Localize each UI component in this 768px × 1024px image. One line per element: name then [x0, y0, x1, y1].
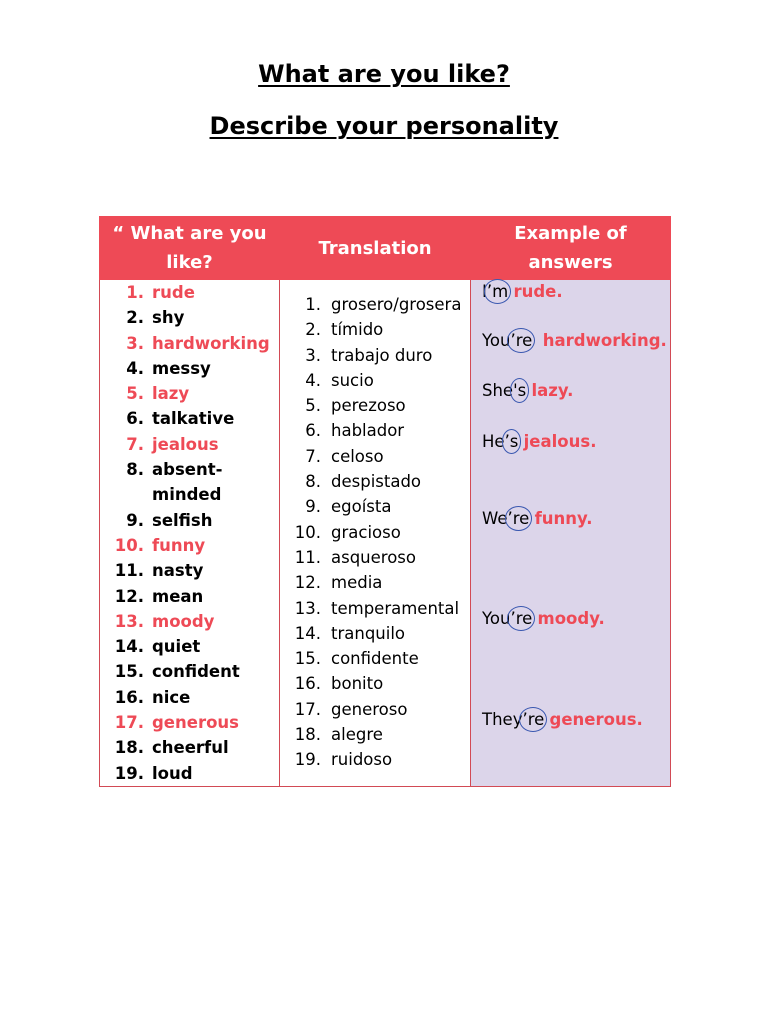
english-item: [100, 432, 279, 457]
spanish-word: celoso: [331, 446, 384, 466]
translation-item: [280, 621, 470, 646]
spanish-word: sucio: [331, 370, 374, 390]
spanish-word: generoso: [331, 699, 408, 719]
example-sentence: [482, 381, 573, 400]
english-word: messy: [152, 358, 211, 378]
english-item: [100, 381, 279, 406]
item-number: 5.: [126, 384, 144, 404]
english-word: talkative: [152, 409, 235, 429]
english-item: [100, 457, 279, 508]
english-word: funny: [152, 535, 206, 555]
spanish-word: perezoso: [331, 396, 406, 416]
spanish-word: hablador: [331, 421, 405, 441]
item-number: 8.: [126, 460, 144, 480]
translation-item: [280, 393, 470, 418]
translation-item: [280, 292, 470, 317]
item-number: 13.: [294, 598, 321, 618]
page-subtitle: Describe your personality: [209, 112, 559, 140]
english-item: [100, 533, 279, 558]
spanish-word: tranquilo: [331, 623, 406, 643]
item-number: 18.: [294, 725, 321, 745]
examples-cell: [471, 280, 671, 787]
english-word: mean: [152, 586, 204, 606]
item-number: 18.: [114, 738, 144, 758]
adjective: lazy.: [531, 381, 574, 400]
item-number: 12.: [114, 586, 144, 606]
adjective: funny.: [534, 509, 593, 528]
translation-item: [280, 747, 470, 772]
adjective: rude.: [513, 282, 563, 301]
subject: She: [482, 381, 514, 400]
translation-item: [280, 494, 470, 519]
english-word: hardworking: [152, 333, 270, 353]
english-item: [100, 609, 279, 634]
item-number: 7.: [126, 434, 144, 454]
item-number: 13.: [114, 611, 144, 631]
english-item: [100, 735, 279, 760]
item-number: 4.: [126, 358, 144, 378]
verb-contraction: ’s: [505, 432, 519, 451]
header-english: “ What are you like?: [100, 217, 280, 280]
item-number: 17.: [114, 713, 144, 733]
circle-mark: [507, 606, 535, 631]
adjective: moody.: [537, 609, 605, 628]
verb-contraction: ’re: [508, 509, 530, 528]
english-item: [100, 634, 279, 659]
english-cell: [100, 280, 280, 787]
item-number: 19.: [114, 763, 144, 783]
english-word: nasty: [152, 561, 204, 581]
translation-item: [280, 317, 470, 342]
translation-item: [280, 722, 470, 747]
translation-item: [280, 444, 470, 469]
translation-item: [280, 520, 470, 545]
spanish-word: bonito: [331, 674, 384, 694]
english-word: loud: [152, 763, 193, 783]
adjective: hardworking.: [542, 331, 667, 350]
header-examples: Example of answers: [471, 217, 671, 280]
spanish-word: media: [331, 573, 383, 593]
item-number: 15.: [114, 662, 144, 682]
translation-cell: [280, 280, 471, 787]
spanish-word: trabajo duro: [331, 345, 433, 365]
translation-item: [280, 596, 470, 621]
english-list: [100, 280, 279, 786]
english-word: jealous: [152, 434, 219, 454]
item-number: 11.: [294, 547, 321, 567]
spanish-word: egoísta: [331, 497, 392, 517]
item-number: 16.: [114, 687, 144, 707]
subject: We: [482, 509, 508, 528]
subject: He: [482, 432, 505, 451]
table-header-row: [100, 217, 671, 280]
circle-mark: [484, 279, 511, 304]
spanish-word: alegre: [331, 725, 383, 745]
spanish-word: grosero/grosera: [331, 295, 462, 314]
spanish-word: confidente: [331, 649, 419, 669]
example-sentence: [482, 609, 605, 628]
spanish-word: gracioso: [331, 522, 401, 542]
english-item: [100, 659, 279, 684]
translation-item: [280, 343, 470, 368]
english-item: [100, 508, 279, 533]
english-word: generous: [152, 713, 239, 733]
circle-mark: [519, 707, 547, 732]
translation-item: [280, 469, 470, 494]
english-word: cheerful: [152, 738, 229, 758]
english-item: [100, 710, 279, 735]
item-number: 1.: [126, 283, 144, 302]
subject: I: [482, 282, 487, 301]
item-number: 9.: [305, 497, 321, 517]
verb-contraction: ’re: [522, 710, 544, 729]
english-word: shy: [152, 308, 185, 328]
item-number: 15.: [294, 649, 321, 669]
verb-contraction: ’re: [510, 331, 532, 350]
item-number: 10.: [294, 522, 321, 542]
spanish-word: ruidoso: [331, 750, 393, 770]
english-item: [100, 761, 279, 786]
item-number: 16.: [294, 674, 321, 694]
example-sentence: [482, 331, 667, 350]
examples-list: [471, 280, 670, 786]
item-number: 6.: [126, 409, 144, 429]
subject: You: [482, 609, 511, 628]
verb-contraction: ’re: [510, 609, 532, 628]
circle-mark: [507, 328, 535, 353]
item-number: 6.: [305, 421, 321, 441]
english-item: [100, 558, 279, 583]
example-sentence: [482, 282, 563, 301]
english-word: lazy: [152, 384, 190, 404]
english-item: [100, 331, 279, 356]
english-word: selfish: [152, 510, 213, 530]
circle-mark: [505, 506, 533, 531]
translation-list: [280, 280, 470, 773]
example-sentence: [482, 710, 643, 729]
translation-item: [280, 646, 470, 671]
item-number: 4.: [305, 370, 321, 390]
english-word: quiet: [152, 637, 201, 657]
verb-contraction: 's: [513, 381, 526, 400]
translation-item: [280, 671, 470, 696]
subject: They: [482, 710, 523, 729]
english-word: rude: [152, 283, 195, 302]
item-number: 1.: [305, 295, 321, 314]
item-number: 12.: [294, 573, 321, 593]
english-word: absent-minded: [152, 460, 223, 505]
verb-contraction: ’m: [487, 282, 508, 301]
item-number: 2.: [305, 320, 321, 340]
spanish-word: despistado: [331, 472, 422, 492]
english-item: [100, 406, 279, 431]
translation-item: [280, 570, 470, 595]
item-number: 19.: [294, 750, 321, 770]
english-word: confident: [152, 662, 240, 682]
table-body-row: [100, 280, 671, 787]
english-item: [100, 685, 279, 710]
english-item: [100, 305, 279, 330]
item-number: 7.: [305, 446, 321, 466]
item-number: 5.: [305, 396, 321, 416]
english-item: [100, 280, 279, 305]
example-sentence: [482, 509, 593, 528]
example-sentence: [482, 432, 596, 451]
subject: You: [482, 331, 511, 350]
item-number: 17.: [294, 699, 321, 719]
item-number: 14.: [294, 623, 321, 643]
item-number: 11.: [114, 561, 144, 581]
adjective: jealous.: [523, 432, 597, 451]
page-title: What are you like?: [258, 60, 510, 88]
header-translation: Translation: [280, 217, 471, 280]
translation-item: [280, 418, 470, 443]
spanish-word: tímido: [331, 320, 384, 340]
translation-item: [280, 697, 470, 722]
english-item: [100, 356, 279, 381]
item-number: 9.: [126, 510, 144, 530]
spanish-word: temperamental: [331, 598, 460, 618]
vocabulary-table: [99, 216, 671, 787]
item-number: 14.: [114, 637, 144, 657]
item-number: 10.: [114, 535, 144, 555]
english-item: [100, 584, 279, 609]
item-number: 3.: [126, 333, 144, 353]
translation-item: [280, 368, 470, 393]
spanish-word: asqueroso: [331, 547, 416, 567]
item-number: 2.: [126, 308, 144, 328]
translation-item: [280, 545, 470, 570]
adjective: generous.: [549, 710, 643, 729]
item-number: 3.: [305, 345, 321, 365]
english-word: nice: [152, 687, 191, 707]
item-number: 8.: [305, 472, 321, 492]
english-word: moody: [152, 611, 215, 631]
